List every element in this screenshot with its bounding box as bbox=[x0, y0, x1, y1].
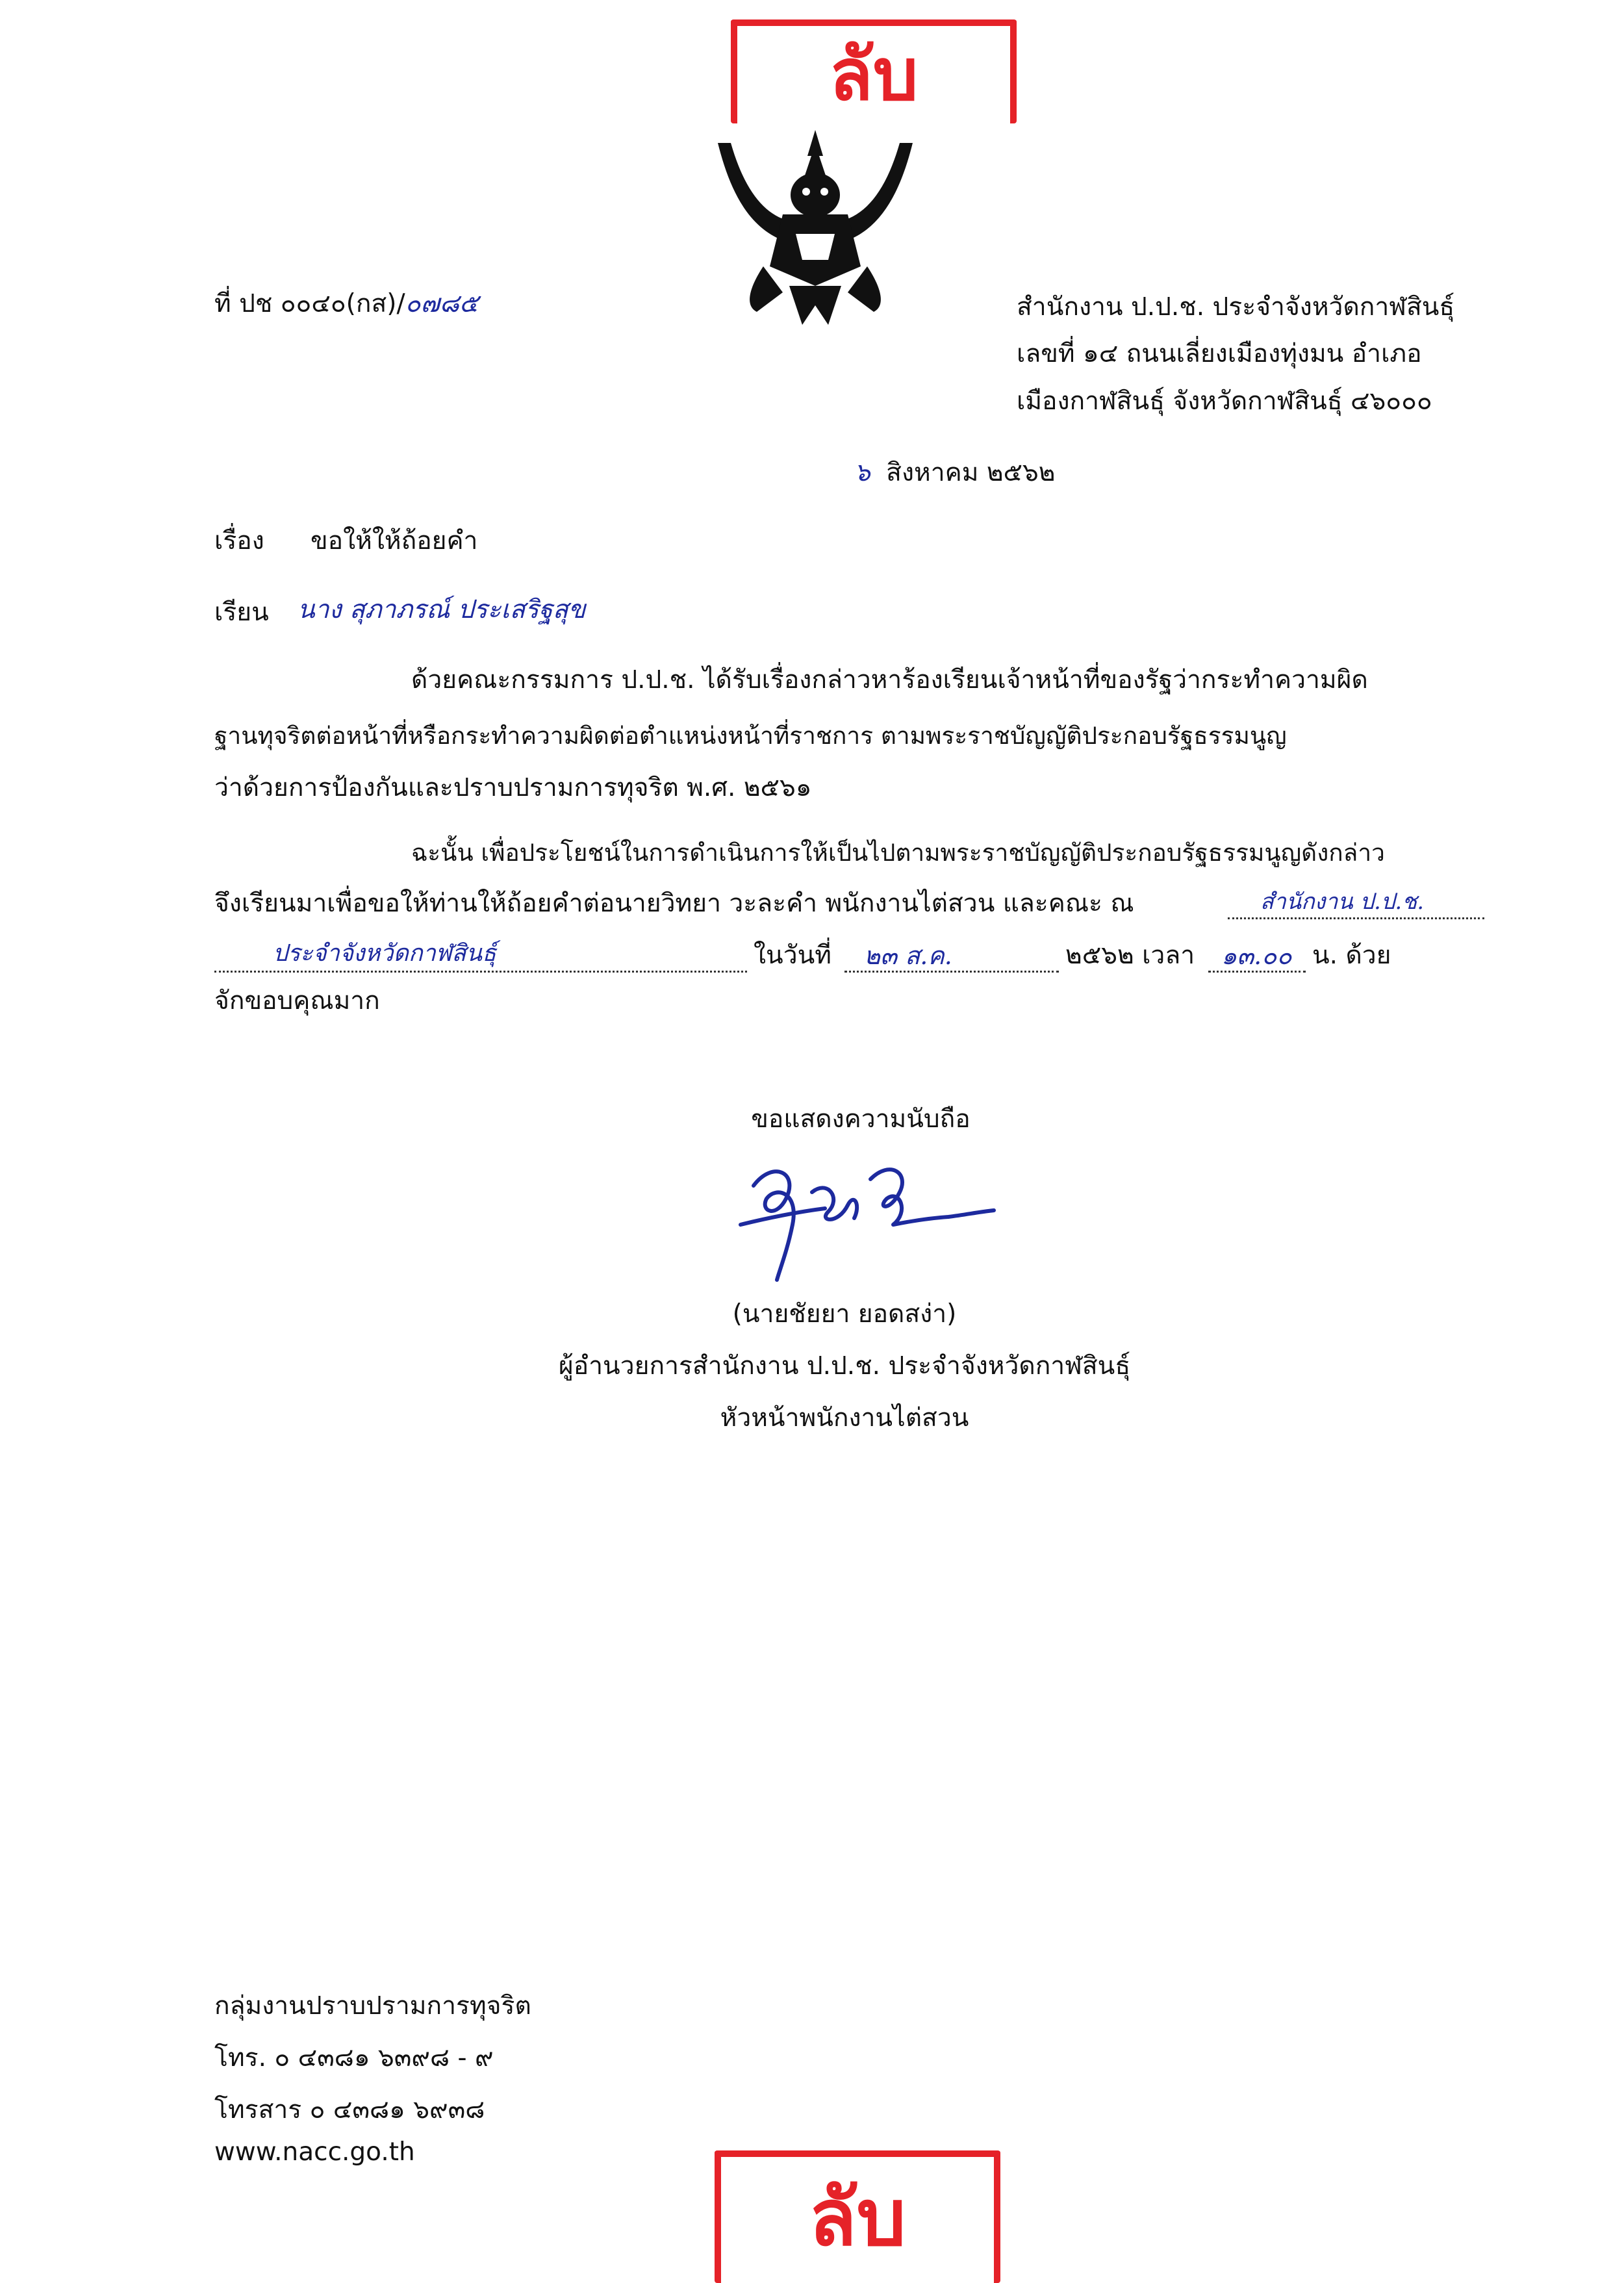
paragraph-1-line-1: ด้วยคณะกรรมการ ป.ป.ช. ได้รับเรื่องกล่าวหาร้องเรียนเจ้าหน้าที่ของรัฐว่ากระทำความผิด bbox=[411, 665, 1368, 695]
sender-address-line-1: สำนักงาน ป.ป.ช. ประจำจังหวัดกาฬสินธุ์ bbox=[1017, 292, 1455, 322]
signer-name: (นายชัยยา ยอดสง่า) bbox=[732, 1299, 957, 1329]
paragraph-2-line-1: ฉะนั้น เพื่อประโยชน์ในการดำเนินการให้เป็นไปตามพระราชบัญญัติประกอบรัฐธรรมนูญดังกล่าว bbox=[411, 839, 1385, 867]
footer-telephone: โทร. ๐ ๔๓๘๑ ๖๓๙๘ - ๙ bbox=[214, 2043, 494, 2073]
classification-text: ลับ bbox=[809, 2173, 906, 2264]
closing: ขอแสดงความนับถือ bbox=[751, 1104, 971, 1134]
date-day-handwritten: ๖ bbox=[854, 458, 870, 487]
footer-website: www.nacc.go.th bbox=[214, 2137, 415, 2167]
paragraph-1-line-3: ว่าด้วยการป้องกันและปราบปรามการทุจริต พ.ศ. ๒๕๖๑ bbox=[214, 773, 812, 802]
letter-date bbox=[854, 458, 1056, 488]
reference-prefix: ที่ ปช ๐๐๔๐(กส)/ bbox=[214, 289, 405, 318]
paragraph-1-line-2: ฐานทุจริตต่อหน้าที่หรือกระทำความผิดต่อตำแหน่งหน้าที่ราชการ ตามพระราชบัญญัติประกอบรัฐธรรมนูญ bbox=[214, 722, 1287, 750]
classification-stamp-top bbox=[731, 19, 1017, 123]
addressee-handwritten: นาง สุภาภรณ์ ประเสริฐสุข bbox=[298, 595, 586, 624]
day-handwritten: ๒๓ ส.ค. bbox=[864, 941, 952, 970]
signer-title-1: ผู้อำนวยการสำนักงาน ป.ป.ช. ประจำจังหวัดกาฬสินธุ์ bbox=[558, 1351, 1131, 1381]
year-time-label: ๒๕๖๒ เวลา bbox=[1065, 941, 1195, 970]
place-handwritten-2: ประจำจังหวัดกาฬสินธุ์ bbox=[273, 940, 497, 967]
time-handwritten: ๑๓.๐๐ bbox=[1221, 941, 1292, 970]
paragraph-2-line-4: จักขอบคุณมาก bbox=[214, 986, 380, 1015]
reference-number-handwritten: ๐๗๘๕ bbox=[405, 289, 479, 318]
footer-unit: กลุ่มงานปราบปรามการทุจริต bbox=[214, 1991, 531, 2021]
subject-label: เรื่อง bbox=[214, 526, 264, 555]
time-suffix: น. ด้วย bbox=[1312, 941, 1391, 970]
date-month-year: สิงหาคม ๒๕๖๒ bbox=[886, 458, 1056, 487]
footer-fax: โทรสาร ๐ ๔๓๘๑ ๖๙๓๘ bbox=[214, 2095, 485, 2124]
sender-address-line-3: เมืองกาฬสินธุ์ จังหวัดกาฬสินธุ์ ๔๖๐๐๐ bbox=[1017, 387, 1432, 416]
subject-text: ขอให้ให้ถ้อยคำ bbox=[311, 526, 478, 555]
classification-text: ลับ bbox=[829, 33, 919, 116]
on-date-label: ในวันที่ bbox=[754, 941, 831, 970]
place-handwritten-1: สำนักงาน ป.ป.ช. bbox=[1260, 889, 1425, 915]
classification-stamp-bottom bbox=[715, 2150, 1000, 2283]
garuda-emblem-icon bbox=[705, 117, 926, 331]
paragraph-2-line-2: จึงเรียนมาเพื่อขอให้ท่านให้ถ้อยคำต่อนายวิทยา วะละคำ พนักงานไต่สวน และคณะ ณ bbox=[214, 889, 1134, 918]
reference-number bbox=[214, 289, 478, 319]
addressee-label: เรียน bbox=[214, 598, 269, 627]
signer-title-2: หัวหน้าพนักงานไต่สวน bbox=[720, 1403, 969, 1433]
signature bbox=[715, 1147, 1000, 1290]
sender-address-line-2: เลขที่ ๑๔ ถนนเลี่ยงเมืองทุ่งมน อำเภอ bbox=[1017, 339, 1422, 368]
